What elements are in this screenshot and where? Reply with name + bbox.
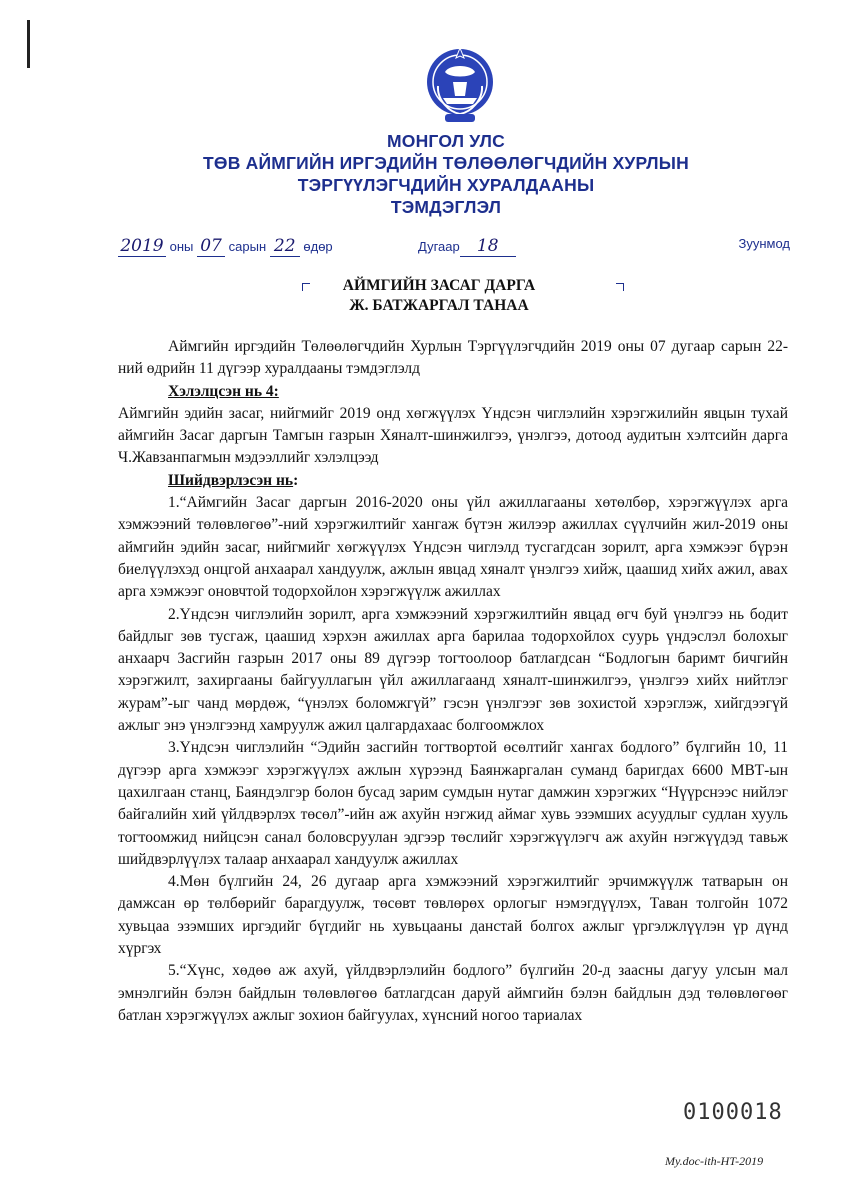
decided-colon: : [293, 471, 299, 489]
date-year: 2019 [118, 236, 166, 257]
mongolia-state-emblem-icon [423, 42, 497, 126]
header-council: ТӨВ АЙМГИЙН ИРГЭДИЙН ТӨЛӨӨЛӨГЧДИЙН ХУРЛЫН [203, 153, 689, 173]
discussed-paragraph: Аймгийн эдийн засаг, нийгмийг 2019 онд хөгжүүлэх Үндсэн чиглэлийн хэрэгжилийн явцын тухай аймгийн Засаг даргын Тамгын газрын Хяналт-шинжилгээ, үнэлгээ, дотоод аудитын хэлтсийн дарга Ч.Жавзанпагмын мэдээллийг хэлэлцээд [118, 404, 788, 467]
decided-heading: Шийдвэрлэсэн нь [168, 471, 294, 489]
header-country: МОНГОЛ УЛС [387, 131, 505, 151]
margin-mark [27, 20, 30, 68]
document-serial-number: 0100018 [683, 1100, 783, 1125]
decision-item-2: 2.Үндсэн чиглэлийн зорилт, арга хэмжээний хэрэгжилтийн явцад өгч буй үнэлгээ нь бодит байдлыг зөв тусгаж, цаашид хэрхэн ажиллах арга барилаа тодорхойлох суурь үндэслэл болохыг анхаарч Засгийн газрын 2017 оны 89 дүгээр тогтоолоор батлагдсан “Бодлогын баримт бичгийн хэрэгжилт, захиргааны байгууллагын үйл ажиллагаанд хяналт-шинжилгээ, үнэлгээ хийх нийтлэг журам”-ыг чанд мөрдөж, “үнэлэх боломжгүй” гэсэн үнэлгээг зөв зохистой хэрэглэж, хийгдээгүй ажлыг энэ үнэлгээнд хамруулж ажил цалгардахаас болгоомжлох [118, 605, 788, 735]
date-month-label: сарын [228, 239, 267, 254]
decision-item-4: 4.Мөн бүлгийн 24, 26 дугаар арга хэмжээний хэрэгжилтийг эрчимжүүлж татварын он дамжсан өр төлбөрийг барагдуулж, төсөвт төвлөрөх орлогыг нэмэгдүүлэх, Таван толгойн 1072 хувьцаа эзэмших иргэдийг бүгдийг нь хувьцааны данстай болгох ажлыг үргэлжлүүлэн үр дүнд хүргэх [118, 873, 788, 958]
discussed-heading: Хэлэлцсэн нь 4: [168, 382, 279, 400]
document-header [0, 130, 850, 218]
decided-heading-line [118, 470, 788, 492]
document-date [118, 236, 333, 257]
addressee-title: АЙМГИЙН ЗАСАГ ДАРГА [342, 277, 536, 294]
intro-paragraph: Аймгийн иргэдийн Төлөөлөгчдийн Хурлын Тэргүүлэгчдийн 2019 оны 07 дугаар сарын 22-ний өдрийн 11 дүгээр хуралдааны тэмдэглэлд [118, 338, 788, 378]
number-label: Дугаар [418, 239, 460, 254]
decision-item-3: 3.Үндсэн чиглэлийн “Эдийн засгийн тогтвортой өсөлтийг хангах бодлого” бүлгийн 10, 11 дүгээр арга хэмжээг хэрэгжүүлэх ажлын хүрээнд Баянжаргалан суманд баригдах 6600 МВТ-ын цахилгаан станц, Баяндэлгэр болон бусад зарим сумдын нутаг дамжин хэрэгжих “Нүүрснээс нийлэг байгалийн хий үйлдвэрлэх төсөл”-ийн аж ахуйн нэгжид аймаг хувь эзэмших асуудлыг судлан хууль тогтоомжид нийцсэн санал боловсруулан эдгээр төслийг хэрэгжүүлэгч аж ахуйн нэгжүүдэд тавьж шийдвэрлүүлэх талаар анхаарал хандуулж ажиллах [118, 739, 788, 868]
document-meta [118, 236, 790, 258]
header-presidium: ТЭРГҮҮЛЭГЧДИЙН ХУРАЛДААНЫ [297, 175, 595, 195]
document-place: Зуунмод [738, 236, 790, 251]
date-day: 22 [270, 236, 300, 257]
date-year-label: оны [169, 239, 194, 254]
header-doc-type: ТЭМДЭГЛЭЛ [390, 197, 502, 217]
number-value: 18 [460, 236, 516, 257]
footer-code: My.doc-ith-HT-2019 [665, 1154, 764, 1168]
date-day-label: өдөр [303, 239, 333, 254]
decision-item-5: 5.“Хүнс, хөдөө аж ахуй, үйлдвэрлэлийн бодлого” бүлгийн 20-д заасны дагуу улсын мал эмнэлгийн бэлэн байдлын төлөвлөгөө батлагдсан даруй аймгийн бэлэн байдлын дэд төлөвлөгөөг батлан хэрэгжүүлэх ажлыг зохион байгуулах, хүнсний ногоо тариалах [118, 962, 788, 1024]
addressee-block [0, 276, 850, 316]
document-body [118, 336, 788, 1027]
document-number [418, 236, 516, 257]
addressee-name: Ж. БАТЖАРГАЛ ТАНАА [349, 297, 529, 314]
date-month: 07 [197, 236, 225, 257]
decision-item-1: 1.“Аймгийн Засаг даргын 2016-2020 оны үйл ажиллагааны хөтөлбөр, хэрэгжүүлэх арга хэмжээний төлөвлөгөө”-ний хэрэгжилтийг хангаж бүтэн жилээр ажиллах сүүлчийн жил-2019 оны аймгийн эдийн засаг, нийгмийг хөгжүүлэх Үндсэн чиглэлд тусгагдсан зорилт, арга хэмжээг бүрэн биелүүлэхэд онцгой анхаарал хандуулж, ажлын явцад хяналт үнэлгээ хийж, цаашид хийх ажил, авах арга хэмжээг оновчтой тодорхойлон хэрэгжүүлж ажиллах [118, 494, 788, 601]
